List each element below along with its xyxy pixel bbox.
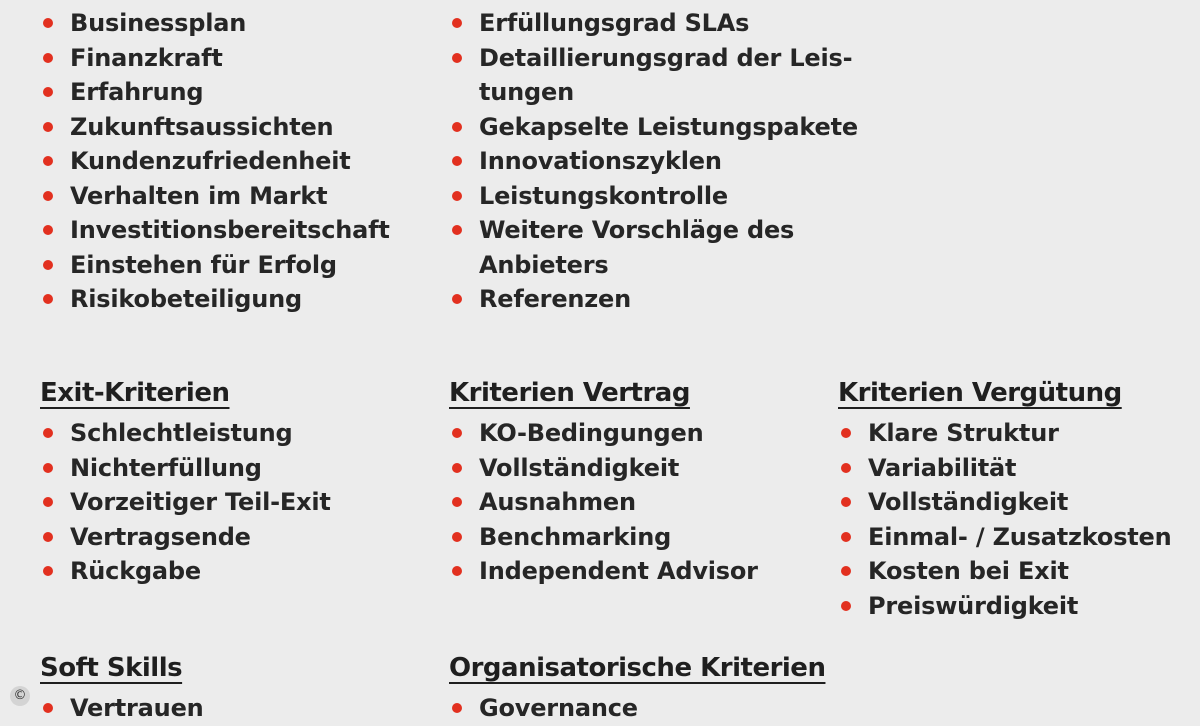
list-item xyxy=(449,282,858,317)
section-heading: Exit-Kriterien xyxy=(40,378,230,408)
list-item-label: Referenzen xyxy=(479,285,632,313)
bullet-icon xyxy=(43,497,53,507)
list-item xyxy=(838,520,1172,555)
list-item xyxy=(40,554,331,589)
list-item xyxy=(449,179,858,214)
bullet-icon xyxy=(43,191,53,201)
list-item xyxy=(449,554,758,589)
section-heading: Soft Skills xyxy=(40,653,183,683)
list-item-label: Vertrauen xyxy=(70,694,204,722)
bullet-icon xyxy=(452,463,462,473)
list-item xyxy=(449,110,858,145)
vertrag-list xyxy=(449,416,758,589)
bullet-icon xyxy=(452,191,462,201)
list-item-label: Risikobeteiligung xyxy=(70,285,303,313)
list-item-label: Vertragsende xyxy=(70,522,251,551)
list-item-label: Investitionsbereitschaft xyxy=(70,216,390,244)
bullet-icon xyxy=(43,225,53,235)
list-item xyxy=(838,554,1172,589)
bullet-icon xyxy=(43,703,53,713)
bullet-icon xyxy=(841,566,851,576)
list-item-label: Verhalten im Markt xyxy=(70,181,328,210)
bullet-icon xyxy=(841,497,851,507)
section-kriterien-verguetung xyxy=(838,376,1172,623)
soft-skills-list xyxy=(40,691,204,726)
list-item-label: Erfüllungsgrad SLAs xyxy=(479,9,750,37)
section-heading: Organisatorische Kriterien xyxy=(449,653,826,683)
list-item-label: Independent Advisor xyxy=(479,557,758,585)
list-item xyxy=(40,179,390,214)
top-middle-list xyxy=(449,6,858,317)
bullet-icon xyxy=(841,532,851,542)
list-item-label: Vollständigkeit xyxy=(868,488,1069,516)
list-item xyxy=(40,144,390,179)
list-item-label: Preiswürdigkeit xyxy=(868,591,1079,620)
bullet-icon xyxy=(452,532,462,542)
bullet-icon xyxy=(841,463,851,473)
list-item xyxy=(40,416,331,451)
list-item-label: Gekapselte Leistungspakete xyxy=(479,112,858,141)
list-item-label: Weitere Vorschläge des xyxy=(479,216,795,244)
list-item xyxy=(449,520,758,555)
bullet-icon xyxy=(452,497,462,507)
list-item-label: Zukunftsaussichten xyxy=(70,112,334,141)
list-item-label: Businessplan xyxy=(70,9,247,37)
section-top-left xyxy=(40,6,390,317)
list-item-label: Ausnahmen xyxy=(479,488,636,516)
bullet-icon xyxy=(43,18,53,28)
list-item xyxy=(449,691,825,726)
list-item xyxy=(40,485,331,520)
list-item-label: Klare Struktur xyxy=(868,419,1059,447)
org-list xyxy=(449,691,825,726)
list-item xyxy=(838,589,1172,624)
bullet-icon xyxy=(452,225,462,235)
list-item-label: tungen xyxy=(479,78,574,106)
list-item xyxy=(40,41,390,76)
list-item-label: Nichterfüllung xyxy=(70,453,262,482)
bullet-icon xyxy=(452,53,462,63)
bullet-icon xyxy=(452,122,462,132)
bullet-icon xyxy=(43,532,53,542)
list-item xyxy=(40,248,390,283)
bullet-icon xyxy=(841,428,851,438)
list-item xyxy=(40,75,390,110)
list-item xyxy=(838,451,1172,486)
list-item-label: Einmal- / Zusatzkosten xyxy=(868,522,1172,551)
list-item xyxy=(449,416,758,451)
copyright-icon: © xyxy=(10,686,30,706)
bullet-icon xyxy=(452,156,462,166)
list-item-label: KO-Bedingungen xyxy=(479,419,704,447)
section-soft-skills xyxy=(40,651,204,726)
bullet-icon xyxy=(43,566,53,576)
bullet-icon xyxy=(452,566,462,576)
bullet-icon xyxy=(43,463,53,473)
list-item-label: Leistungskontrolle xyxy=(479,181,729,210)
bullet-icon xyxy=(43,122,53,132)
bullet-icon xyxy=(452,18,462,28)
list-item-label: Vollständigkeit xyxy=(479,453,680,482)
list-item xyxy=(40,110,390,145)
bullet-icon xyxy=(841,601,851,611)
verguetung-list xyxy=(838,416,1172,623)
list-item-label: Benchmarking xyxy=(479,522,672,551)
list-item xyxy=(40,6,390,41)
section-top-middle xyxy=(449,6,858,317)
list-item xyxy=(449,41,858,76)
list-item xyxy=(449,451,758,486)
list-item xyxy=(838,485,1172,520)
section-kriterien-vertrag xyxy=(449,376,758,589)
list-item-label: Variabilität xyxy=(868,453,1017,482)
list-item xyxy=(40,691,204,726)
bullet-icon xyxy=(43,53,53,63)
list-item xyxy=(40,282,390,317)
list-item xyxy=(40,520,331,555)
list-item xyxy=(449,144,858,179)
list-item-label: Vorzeitiger Teil-Exit xyxy=(70,488,331,516)
list-item xyxy=(40,451,331,486)
list-item-label: Rückgabe xyxy=(70,557,201,585)
list-item-label: Anbieters xyxy=(479,250,609,279)
section-heading: Kriterien Vergütung xyxy=(838,378,1122,408)
list-item-label: Kosten bei Exit xyxy=(868,557,1069,585)
bullet-icon xyxy=(43,294,53,304)
list-item-label: Governance xyxy=(479,694,638,722)
list-item xyxy=(449,213,858,248)
list-item xyxy=(838,416,1172,451)
bullet-icon xyxy=(43,260,53,270)
list-item xyxy=(40,213,390,248)
list-item-label: Kundenzufriedenheit xyxy=(70,147,351,175)
section-exit-kriterien xyxy=(40,376,331,589)
bullet-icon xyxy=(43,428,53,438)
list-item xyxy=(449,485,758,520)
list-item-continuation xyxy=(449,248,858,283)
section-organisatorische-kriterien xyxy=(449,651,825,726)
list-item-label: Detaillierungsgrad der Leis- xyxy=(479,43,853,72)
section-heading: Kriterien Vertrag xyxy=(449,378,690,408)
list-item-continuation xyxy=(449,75,858,110)
exit-list xyxy=(40,416,331,589)
top-left-list xyxy=(40,6,390,317)
list-item-label: Innovationszyklen xyxy=(479,147,722,175)
bullet-icon xyxy=(452,294,462,304)
list-item-label: Einstehen für Erfolg xyxy=(70,250,337,279)
list-item-label: Schlechtleistung xyxy=(70,419,293,447)
bullet-icon xyxy=(452,703,462,713)
list-item-label: Finanzkraft xyxy=(70,43,223,72)
list-item xyxy=(449,6,858,41)
list-item-label: Erfahrung xyxy=(70,78,204,106)
bullet-icon xyxy=(452,428,462,438)
bullet-icon xyxy=(43,87,53,97)
bullet-icon xyxy=(43,156,53,166)
